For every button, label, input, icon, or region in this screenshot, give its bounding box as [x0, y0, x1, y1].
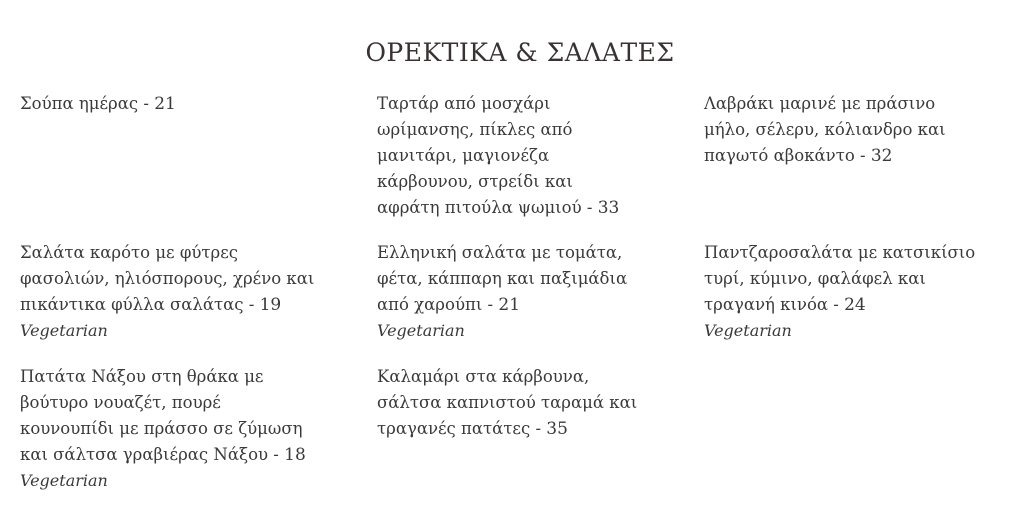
menu-item-name: Ελληνική σαλάτα με τομάτα, φέτα, κάππαρη και παξιμάδια από χαρούπι: [377, 243, 628, 314]
price-separator: -: [268, 445, 285, 464]
vegetarian-tag: Vegetarian: [704, 321, 792, 340]
section-title: ΟΡΕΚΤΙΚΑ & ΣΑΛΑΤΕΣ: [365, 38, 675, 67]
menu-item-name: Ταρτάρ από μοσχάρι ωρίμανσης, πίκλες από μανιτάρι, μαγιονέζα κάρβουνου, στρείδι και αφράτη πιτούλα ψωμιού: [377, 94, 582, 217]
menu-item-price: 21: [498, 295, 521, 315]
menu-item-beet-salad: [704, 240, 989, 344]
menu-item-name: Σούπα ημέρας: [20, 94, 139, 113]
menu-item-price: 21: [154, 94, 176, 114]
menu-item-name: Καλαμάρι στα κάρβουνα, σάλτσα καπνιστού ταραμά και τραγανές πατάτες: [377, 367, 638, 438]
menu-item-calamari: [377, 364, 652, 442]
menu-item-price: 32: [870, 146, 893, 166]
menu-item-sea-bass: [704, 91, 964, 169]
menu-item-price: 35: [546, 419, 568, 439]
price-separator: -: [243, 295, 260, 314]
price-separator: -: [581, 198, 598, 217]
vegetarian-tag: Vegetarian: [20, 471, 108, 490]
menu-item-greek-salad: [377, 240, 639, 344]
price-separator: -: [828, 295, 845, 314]
menu-item-soup: [20, 91, 340, 117]
menu-item-name: Πατάτα Νάξου στη θράκα με βούτυρο νουαζέτ, πουρέ κουνουπίδι με πράσσο σε ζύμωση και σάλτσα γραβιέρας Νάξου: [20, 367, 303, 464]
price-separator: -: [854, 146, 871, 165]
menu-item-price: 19: [259, 295, 282, 315]
menu-item-price: 24: [844, 295, 866, 315]
price-separator: -: [138, 94, 155, 113]
vegetarian-tag: Vegetarian: [377, 321, 465, 340]
menu-item-tartare: [377, 91, 639, 221]
menu-item-price: 33: [597, 198, 620, 218]
vegetarian-tag: Vegetarian: [20, 321, 108, 340]
menu-item-name: Λαβράκι μαρινέ με πράσινο μήλο, σέλερυ, κόλιανδρο και παγωτό αβοκάντο: [704, 94, 946, 165]
price-separator: -: [482, 295, 499, 314]
price-separator: -: [530, 419, 547, 438]
menu-item-name: Σαλάτα καρότο με φύτρες φασολιών, ηλιόσπορους, χρένο και πικάντικα φύλλα σαλάτας: [20, 243, 315, 314]
menu-item-naxos-potato: [20, 364, 320, 494]
menu-item-price: 18: [284, 445, 306, 465]
menu-item-name: Παντζαροσαλάτα με κατσικίσιο τυρί, κύμινο, φαλάφελ και τραγανή κινόα: [704, 243, 976, 314]
menu-item-carrot-salad: [20, 240, 325, 344]
